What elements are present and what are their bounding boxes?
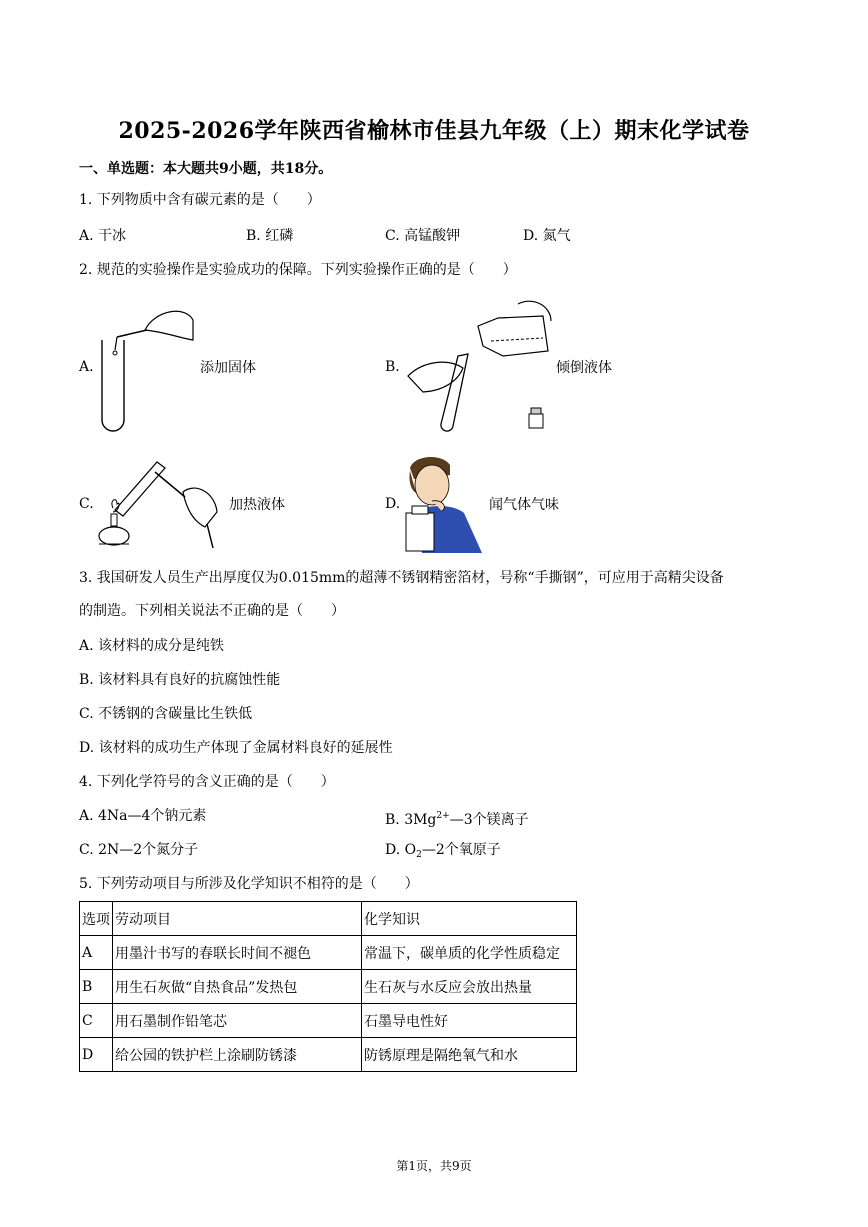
question-3-stem-line-2: 的制造。下列相关说法不正确的是（ ） (79, 603, 345, 619)
question-4-stem: 4. 下列化学符号的含义正确的是（ ） (79, 774, 335, 790)
smell-gas-illustration (402, 453, 484, 553)
question-5-table (79, 901, 577, 1072)
table-cell: 用墨汁书写的春联长时间不褪色 (113, 936, 362, 970)
question-2-caption-a: 添加固体 (200, 360, 256, 376)
question-2-label-d: D. (385, 496, 401, 512)
subscript: 2 (416, 850, 422, 860)
question-2-label-c: C. (79, 496, 94, 512)
table-row (80, 1038, 577, 1072)
heat-liquid-illustration (95, 452, 225, 552)
question-4-option-b (385, 806, 529, 830)
question-3-option-d: D. 该材料的成功生产体现了金属材料良好的延展性 (79, 740, 393, 756)
table-cell: 常温下，碳单质的化学性质稳定 (362, 936, 577, 970)
question-2-label-a: A. (79, 359, 94, 375)
question-3-option-c: C. 不锈钢的含碳量比生铁低 (79, 706, 253, 722)
question-2-stem: 2. 规范的实验操作是实验成功的保障。下列实验操作正确的是（ ） (79, 262, 517, 278)
question-4-option-d-suffix: —2个氧原子 (421, 842, 501, 858)
table-header-cell: 选项 (80, 902, 113, 936)
question-4-option-a: A. 4Na—4个钠元素 (79, 808, 207, 824)
question-4-option-b-suffix: —3个镁离子 (449, 812, 529, 828)
section-heading: 一、单选题：本大题共9小题，共18分。 (79, 161, 333, 177)
table-row (80, 1004, 577, 1038)
question-2-label-b: B. (385, 359, 400, 375)
question-4-option-b-prefix: B. 3Mg (385, 812, 437, 828)
table-cell: 用石墨制作铅笔芯 (113, 1004, 362, 1038)
table-header-cell: 化学知识 (362, 902, 577, 936)
table-cell: B (80, 970, 113, 1004)
question-1-option-b: B. 红磷 (246, 228, 294, 244)
table-row (80, 936, 577, 970)
table-row (80, 970, 577, 1004)
table-cell: 生石灰与水反应会放出热量 (362, 970, 577, 1004)
table-cell: C (80, 1004, 113, 1038)
table-cell: D (80, 1038, 113, 1072)
table-cell: 用生石灰做“自热食品”发热包 (113, 970, 362, 1004)
question-1-option-c: C. 高锰酸钾 (385, 228, 461, 244)
question-3-option-a: A. 该材料的成分是纯铁 (79, 638, 225, 654)
question-2-caption-d: 闻气体气味 (489, 497, 559, 513)
question-2-caption-b: 倾倒液体 (556, 360, 612, 376)
page-title: 2025-2026学年陕西省榆林市佳县九年级（上）期末化学试卷 (118, 118, 750, 144)
question-2-caption-c: 加热液体 (229, 497, 285, 513)
charge-superscript: 2+ (436, 811, 450, 821)
table-cell: 防锈原理是隔绝氧气和水 (362, 1038, 577, 1072)
pour-liquid-illustration (403, 296, 553, 436)
question-3-stem-line-1: 3. 我国研发人员生产出厚度仅为0.015mm的超薄不锈钢精密箔材，号称“手撕钢”，可应用于高精尖设备 (79, 570, 724, 586)
question-4-option-d-prefix: D. O (385, 842, 417, 858)
table-cell: A (80, 936, 113, 970)
question-1-option-d: D. 氮气 (523, 228, 571, 244)
question-5-stem: 5. 下列劳动项目与所涉及化学知识不相符的是（ ） (79, 876, 419, 892)
question-4-option-c: C. 2N—2个氮分子 (79, 842, 199, 858)
question-4-option-d (385, 840, 501, 865)
question-3-option-b: B. 该材料具有良好的抗腐蚀性能 (79, 672, 281, 688)
add-solid-illustration (95, 300, 195, 432)
question-1-stem: 1. 下列物质中含有碳元素的是（ ） (79, 192, 321, 208)
table-cell: 石墨导电性好 (362, 1004, 577, 1038)
table-cell: 给公园的铁护栏上涂刷防锈漆 (113, 1038, 362, 1072)
question-1-option-a: A. 干冰 (79, 228, 127, 244)
table-header-row (80, 902, 577, 936)
page-footer: 第1页，共9页 (396, 1159, 472, 1173)
table-header-cell: 劳动项目 (113, 902, 362, 936)
